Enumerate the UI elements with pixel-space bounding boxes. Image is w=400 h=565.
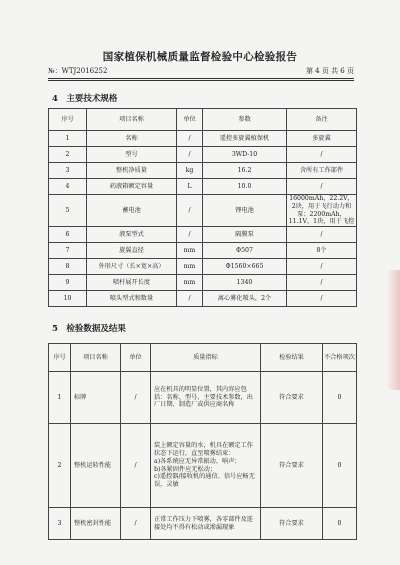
table-row <box>49 291 357 307</box>
inspection-results-table <box>48 343 357 540</box>
table-header-row <box>49 109 357 131</box>
table-cell: / <box>177 291 203 307</box>
table-header-row <box>49 344 357 372</box>
table-cell: Φ507 <box>203 243 287 259</box>
table-cell: / <box>177 147 203 163</box>
table-cell: / <box>177 227 203 243</box>
report-title: 国家植保机械质量监督检验中心检验报告 <box>102 51 298 63</box>
table-cell: 整机密封性能 <box>71 508 121 540</box>
table-cell: 药液箱额定容量 <box>87 179 177 195</box>
table-cell: 符合要求 <box>261 424 323 508</box>
table-cell: 喷杆展开长度 <box>87 275 177 291</box>
seal-stamp-edge <box>386 270 400 390</box>
table-cell: / <box>287 291 357 307</box>
table-cell: 旋翼直径 <box>87 243 177 259</box>
col-header: 检验结果 <box>261 344 323 372</box>
table-row <box>49 195 357 227</box>
tech-spec-table <box>48 108 357 307</box>
table-row <box>49 424 357 508</box>
table-cell: / <box>287 179 357 195</box>
table-row <box>49 508 357 540</box>
table-cell: 名称 <box>87 131 177 147</box>
col-header: 单位 <box>121 344 151 372</box>
table-cell: 10 <box>49 291 87 307</box>
table-cell: 8个 <box>287 243 357 259</box>
table-cell: 4 <box>49 179 87 195</box>
col-header: 序号 <box>49 344 71 372</box>
table-cell: 2 <box>49 147 87 163</box>
table-cell: mm <box>177 275 203 291</box>
spec-line: 装上额定容量的水，机具在额定工作状态下运行，直至喷雾结束： <box>154 442 253 457</box>
table-cell: / <box>121 424 151 508</box>
table-cell: / <box>121 508 151 540</box>
spec-line: b)各紧固件应无松动； <box>154 465 217 473</box>
table-row <box>49 147 357 163</box>
table-cell: 含所有工作部件 <box>287 163 357 179</box>
col-header: 不合格项次 <box>323 344 357 372</box>
table-cell: / <box>287 147 357 163</box>
page-info: 第 4 页 共 6 页 <box>305 67 354 75</box>
table-row <box>49 227 357 243</box>
table-cell: / <box>287 275 357 291</box>
table-row <box>49 163 357 179</box>
table-row <box>49 275 357 291</box>
table-cell: 1 <box>49 131 87 147</box>
section5-heading: 5 检验数据及结果 <box>52 324 126 334</box>
table-row <box>49 179 357 195</box>
table-cell: 10.0 <box>203 179 287 195</box>
col-header: 项目名称 <box>71 344 121 372</box>
table-cell: kg <box>177 163 203 179</box>
col-header: 质量指标 <box>151 344 261 372</box>
table-cell: 整机净质量 <box>87 163 177 179</box>
report-header-row <box>48 66 354 79</box>
table-cell: 9 <box>49 275 87 291</box>
table-cell: 0 <box>323 372 357 424</box>
spec-line: c)遥控器/接收机的通信、信号应畅无误，灵敏 <box>154 473 255 488</box>
table-cell: / <box>177 131 203 147</box>
table-cell: 符合要求 <box>261 508 323 540</box>
col-header: 参数 <box>203 109 287 131</box>
table-row <box>49 259 357 275</box>
table-cell: 锂电池 <box>203 195 287 227</box>
table-cell: 遥控多旋翼植保机 <box>203 131 287 147</box>
spec-line: a)各系统应无异常振动、响声； <box>154 457 241 465</box>
table-cell: L <box>177 179 203 195</box>
table-cell: 离心雾化喷头，2个 <box>203 291 287 307</box>
table-row <box>49 131 357 147</box>
table-cell: 3 <box>49 163 87 179</box>
table-cell: 喷头型式和数量 <box>87 291 177 307</box>
table-cell: 1340 <box>203 275 287 291</box>
header-double-rule <box>48 80 354 81</box>
table-cell: 1 <box>49 372 71 424</box>
table-cell: 3 <box>49 508 71 540</box>
table-cell: Φ1560×665 <box>203 259 287 275</box>
col-header: 项目名称 <box>87 109 177 131</box>
table-cell: / <box>177 195 203 227</box>
table-cell: 型号 <box>87 147 177 163</box>
table-cell: 隔膜泵 <box>203 227 287 243</box>
table-cell: 标牌 <box>71 372 121 424</box>
spec-line: 应在机具的明显位置，其内容应包括：名称、型号、主要技术参数，出厂日期、制造厂或供应商名称 <box>154 385 253 409</box>
table-cell: 16.2 <box>203 163 287 179</box>
table-cell: 外形尺寸（长×宽×高） <box>87 259 177 275</box>
table-cell: / <box>287 227 357 243</box>
table-cell: mm <box>177 259 203 275</box>
col-header: 备注 <box>287 109 357 131</box>
table-cell: 16000mAh，22.2V，2块，用于飞行动力和泵；2200mAh，11.1V，1块，用于飞控 <box>287 195 357 227</box>
report-number: №：WTJ2016252 <box>48 67 108 75</box>
spec-line: 正常工作压力下喷雾，各零部件及连接处均不得有松动或渗漏现象 <box>154 515 253 531</box>
table-cell: 多旋翼 <box>287 131 357 147</box>
table-cell: 液泵型式 <box>87 227 177 243</box>
table-row <box>49 372 357 424</box>
col-header: 序号 <box>49 109 87 131</box>
table-cell: 5 <box>49 195 87 227</box>
table-cell: 8 <box>49 259 87 275</box>
table-cell: 2 <box>49 424 71 508</box>
table-cell: 0 <box>323 424 357 508</box>
col-header: 单位 <box>177 109 203 131</box>
table-cell: 6 <box>49 227 87 243</box>
table-cell: / <box>121 372 151 424</box>
table-cell: 蓄电池 <box>87 195 177 227</box>
table-cell: 3WD-10 <box>203 147 287 163</box>
section4-heading: 4 主要技术规格 <box>52 94 118 104</box>
table-cell: 符合要求 <box>261 372 323 424</box>
table-cell: / <box>287 259 357 275</box>
table-cell: 7 <box>49 243 87 259</box>
table-cell: 0 <box>323 508 357 540</box>
table-row <box>49 243 357 259</box>
table-cell: mm <box>177 243 203 259</box>
table-cell <box>151 508 261 540</box>
table-cell <box>151 372 261 424</box>
table-cell <box>151 424 261 508</box>
table-cell: 整机运转性能 <box>71 424 121 508</box>
